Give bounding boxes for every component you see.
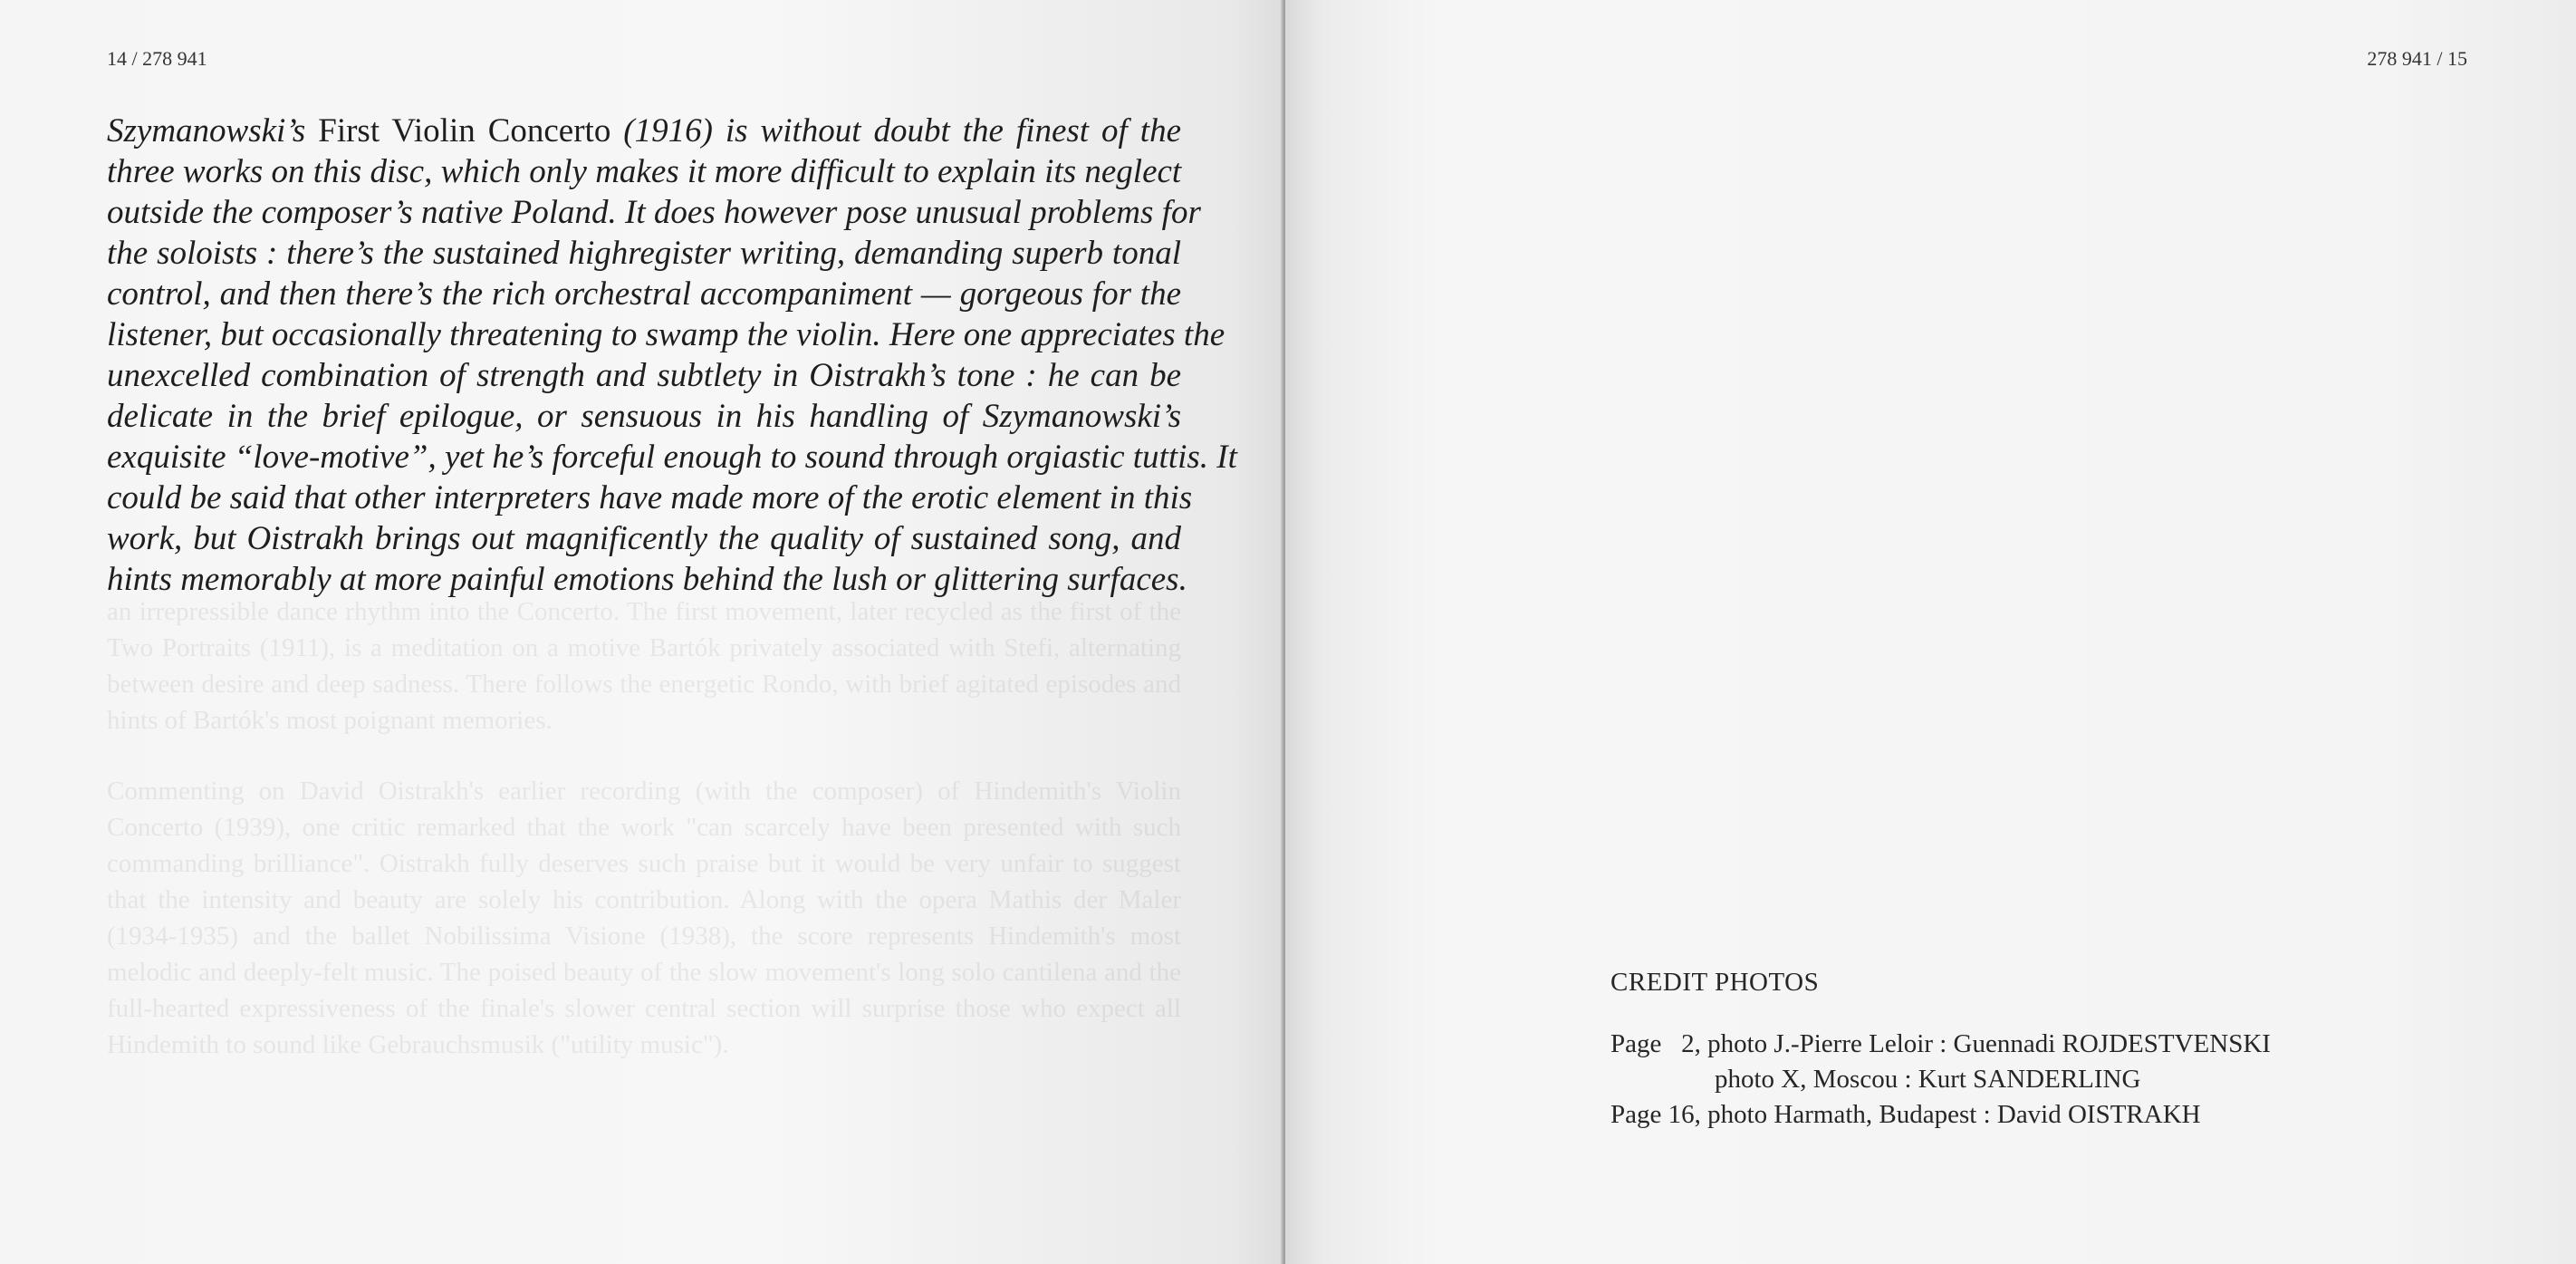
essay-line-9: exquisite “love-motive”, yet he’s forceful enough to sound through orgiastic tuttis. It [107, 439, 1237, 476]
essay-line-3: outside the composer’s native Poland. It does however pose unusual problems for [107, 194, 1201, 231]
essay-line-6: listener, but occasionally threatening to swamp the violin. Here one appreciates the [107, 316, 1226, 353]
right-page-number: 278 941 / 15 [2367, 47, 2467, 70]
credit-line-2: photo X, Moscou : Kurt SANDERLING [1715, 1065, 2141, 1094]
credit-line-3: Page 16, photo Harmath, Budapest : David OISTRAKH [1610, 1100, 2201, 1129]
essay-line-4: the soloists : there’s the sustained highregister writing, demanding superb tonal [107, 235, 1181, 272]
bleed-through-text: an irrepressible dance rhythm into the Concerto. The first movement, later recycled as the first of the Two Portraits (1911), is a meditation on a motive Bartók privately associated with Stefi, alternating between desire and deep sadness. There follows the energetic Rondo, with brief agitated episodes and hints of Bartók's most poignant memories. Commenting on David Oistrakh's earlier recording (with the composer) of Hindemith's Violin Concerto (1939), one critic remarked that the work "can scarcely have been presented with such commanding brilliance". Oistrakh fully deserves such praise but it would be very unfair to suggest that the intensity and beauty are solely his contribution. Along with the opera Mathis der Maler (1934-1935) and the ballet Nobilissima Visione (1938), the score represents Hindemith's most melodic and deeply-felt music. The poised beauty of the slow movement's long solo cantilena and the full-hearted expressiveness of the finale's slower central section will surprise those who expect all Hindemith to sound like Gebrauchsmusik ("utility music"). [107, 597, 1181, 1059]
essay-line-7: unexcelled combination of strength and subtlety in Oistrakh’s tone : he can be [107, 357, 1181, 394]
essay-line-1: Szymanowski’s First Violin Concerto (1916) is without doubt the finest of the [107, 112, 1181, 150]
left-page [0, 0, 1283, 1264]
left-page-number: 14 / 278 941 [107, 47, 207, 70]
essay-line-10: could be said that other interpreters have made more of the erotic element in this [107, 479, 1193, 516]
credits-heading: CREDIT PHOTOS [1610, 968, 1820, 997]
essay-line-12: hints memorably at more painful emotions behind the lush or glittering surfaces. [107, 561, 1187, 598]
essay-line-8: delicate in the brief epilogue, or sensuous in his handling of Szymanowski’s [107, 398, 1181, 435]
essay-paragraph [107, 111, 1237, 600]
essay-line-11: work, but Oistrakh brings out magnificently the quality of sustained song, and [107, 520, 1181, 557]
essay-line-5: control, and then there’s the rich orchestral accompaniment — gorgeous for the [107, 275, 1181, 313]
credit-line-1: Page 2, photo J.-Pierre Leloir : Guennadi ROJDESTVENSKI [1610, 1029, 2271, 1058]
photo-credits [1610, 968, 2271, 1133]
work-title: First Violin Concerto [318, 112, 611, 150]
essay-line-2: three works on this disc, which only makes it more difficult to explain its neglect [107, 153, 1182, 190]
